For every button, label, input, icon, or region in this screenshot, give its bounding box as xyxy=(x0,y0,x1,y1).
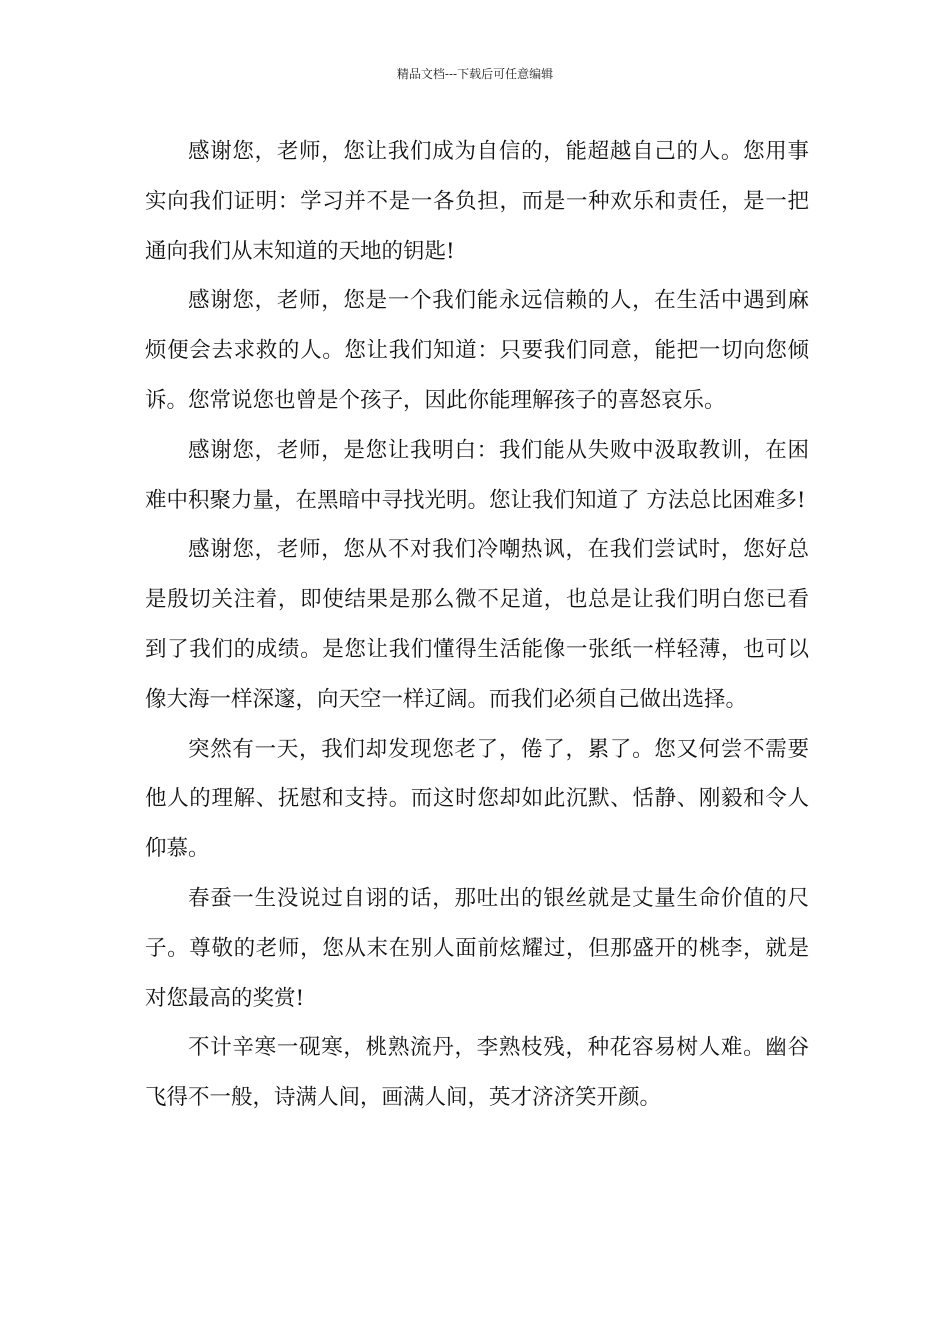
paragraph-6: 春蚕一生没说过自诩的话，那吐出的银丝就是丈量生命价值的尺子。尊敬的老师，您从末在别人面前炫耀过，但那盛开的桃李，就是对您最高的奖赏! xyxy=(145,885,809,1011)
paragraph-2: 感谢您，老师，您是一个我们能永远信赖的人，在生活中遇到麻烦便会去求救的人。您让我们知道：只要我们同意，能把一切向您倾诉。您常说您也曾是个孩子，因此你能理解孩子的喜怒哀乐。 xyxy=(145,288,809,413)
paragraph-4: 感谢您，老师，您从不对我们冷嘲热讽，在我们尝试时，您好总是殷切关注着，即使结果是那么微不足道，也总是让我们明白您已看到了我们的成绩。是您让我们懂得生活能像一张纸一样轻薄，也可以像大海一样深邃，向天空一样辽阔。而我们必须自己做出选择。 xyxy=(145,537,809,712)
document-body xyxy=(145,127,809,1123)
paragraph-7: 不计辛寒一砚寒，桃熟流丹，李熟枝残，种花容易树人难。幽谷飞得不一般，诗满人间，画满人间，英才济济笑开颜。 xyxy=(145,1035,809,1111)
paragraph-1: 感谢您，老师，您让我们成为自信的，能超越自己的人。您用事实向我们证明：学习并不是一各负担，而是一种欢乐和责任，是一把通向我们从末知道的天地的钥匙! xyxy=(145,139,809,264)
paragraph-3: 感谢您，老师，是您让我明白：我们能从失败中汲取教训，在困难中积聚力量，在黑暗中寻找光明。您让我们知道了 方法总比困难多! xyxy=(145,437,809,513)
page-header: 精品文档---下载后可任意编辑 xyxy=(396,67,554,81)
paragraph-5: 突然有一天，我们却发现您老了，倦了，累了。您又何尝不需要他人的理解、抚慰和支持。而这时您却如此沉默、恬静、刚毅和令人仰慕。 xyxy=(145,736,809,862)
